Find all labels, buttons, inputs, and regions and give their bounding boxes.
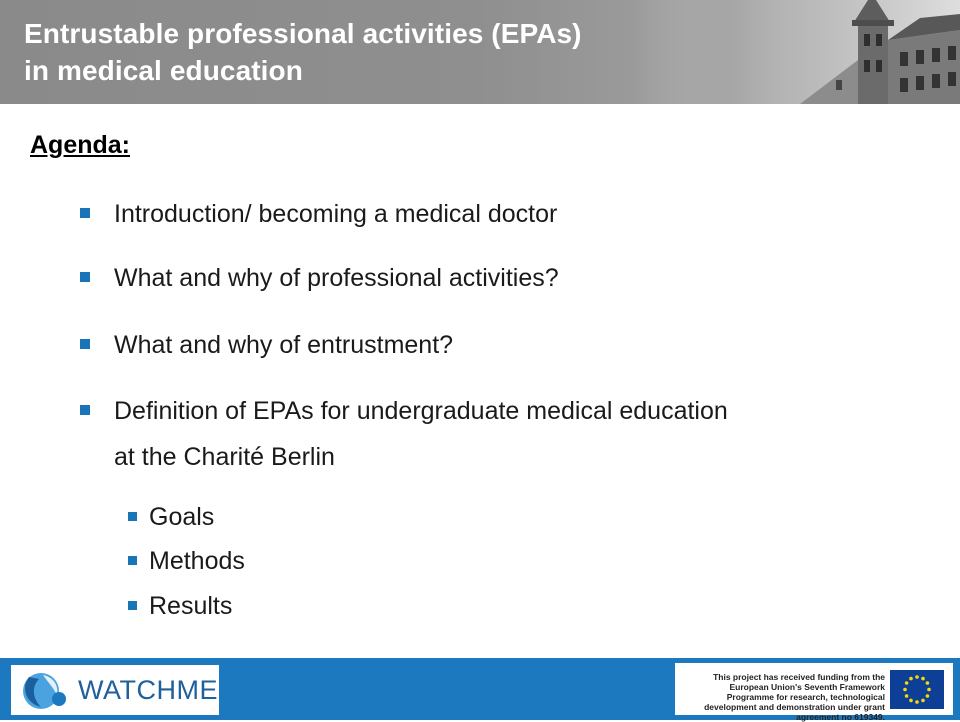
square-bullet-icon (128, 601, 137, 610)
watchme-logo-text: WATCHME (78, 675, 218, 705)
footer-band (0, 658, 960, 720)
agenda-item-text-continued: at the Charité Berlin (114, 443, 335, 471)
agenda-item-text: Introduction/ becoming a medical doctor (114, 200, 558, 228)
agenda-item-text: Definition of EPAs for undergraduate medical education (114, 397, 728, 425)
agenda-subitem-text: Results (149, 592, 233, 620)
building-image (650, 0, 960, 104)
agenda-subitem-text: Goals (149, 503, 215, 531)
title-line-1: Entrustable professional activities (EPAs) (24, 18, 582, 49)
agenda-subitem-text: Methods (149, 547, 245, 575)
agenda-item-text: What and why of entrustment? (114, 331, 454, 359)
title-line-2: in medical education (24, 55, 303, 86)
square-bullet-icon (128, 556, 137, 565)
square-bullet-icon (80, 208, 90, 218)
eu-flag-icon (890, 670, 944, 709)
funding-text: This project has received funding from the European Union's Seventh Framework Programme for research, technological development and demonstration under grant agreement no 619349. (704, 672, 885, 722)
watchme-logo (11, 665, 219, 715)
square-bullet-icon (80, 405, 90, 415)
header-band (0, 0, 960, 104)
eu-funding-notice (675, 663, 953, 722)
slide-title (24, 15, 582, 89)
square-bullet-icon (80, 339, 90, 349)
agenda-item-text: What and why of professional activities? (114, 264, 559, 292)
square-bullet-icon (128, 512, 137, 521)
square-bullet-icon (80, 272, 90, 282)
agenda-heading: Agenda: (30, 131, 130, 159)
watchme-logo-icon (19, 669, 73, 711)
